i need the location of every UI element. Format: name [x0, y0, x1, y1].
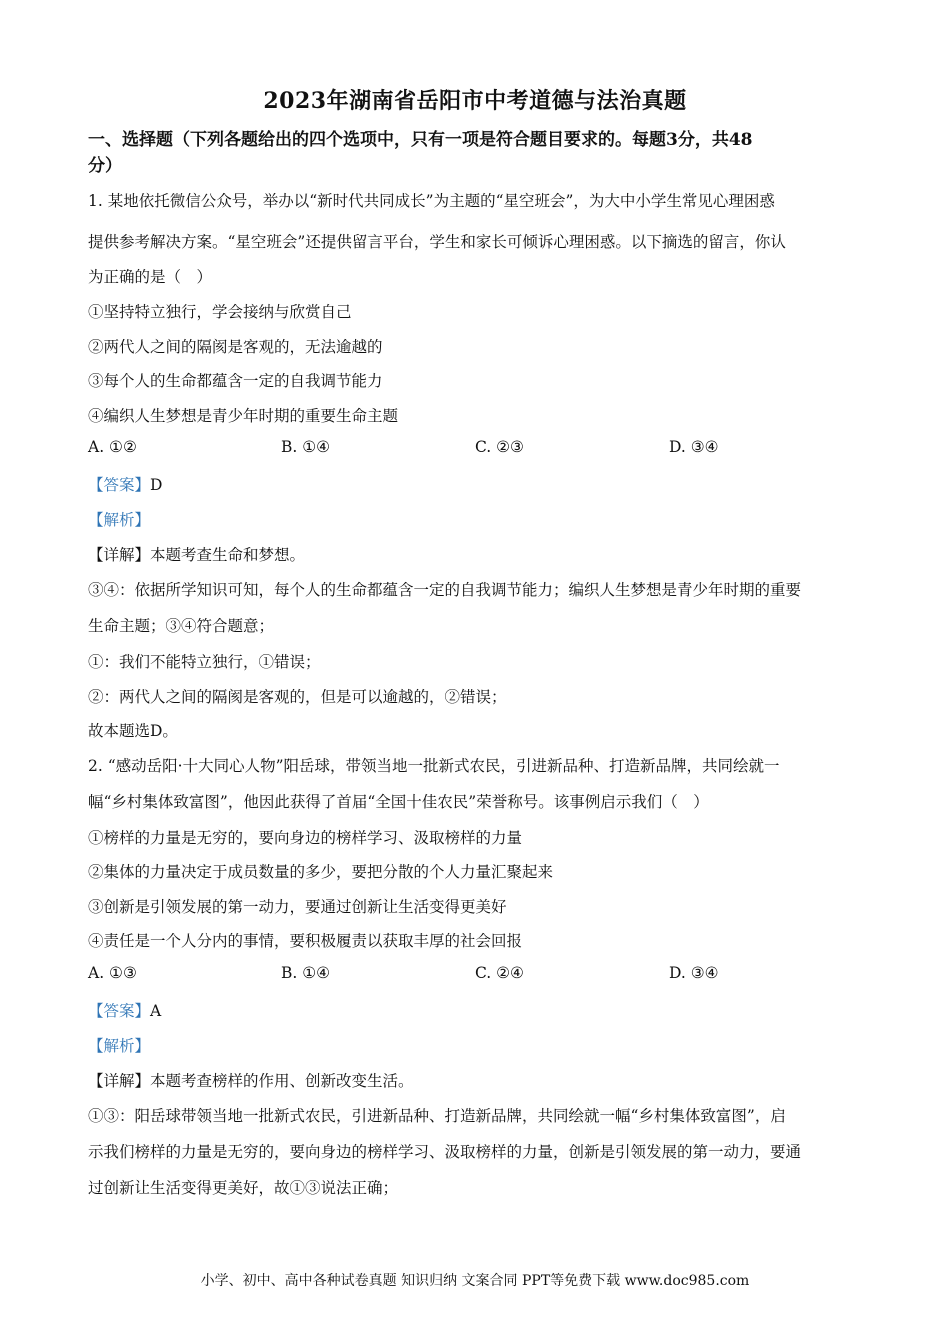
q1-item-4: ④编织人生梦想是青少年时期的重要生命主题: [88, 407, 399, 425]
section-heading-line-2: 分）: [88, 156, 122, 176]
q1-item-3: ③每个人的生命都蕴含一定的自我调节能力: [88, 372, 383, 390]
q2-answer: [88, 999, 161, 1021]
q2-stem-line-1: 2. “感动岳阳·十大同心人物”阳岳球，带领当地一批新式农民，引进新品种、打造新品牌，共同绘就一: [88, 757, 780, 775]
q2-option-a: A. ①③: [88, 964, 137, 982]
q2-option-b: B. ①④: [281, 964, 331, 982]
q1-option-b: B. ①④: [281, 438, 331, 456]
q2-stem-line-2: 幅“乡村集体致富图”，他因此获得了首届“全国十佳农民”荣誉称号。该事例启示我们（ ）: [88, 793, 709, 811]
q2-item-3: ③创新是引领发展的第一动力，要通过创新让生活变得更美好: [88, 898, 507, 916]
q1-explain-line-1: ③④：依据所学知识可知，每个人的生命都蕴含一定的自我调节能力；编织人生梦想是青少年时期的重要: [88, 581, 802, 599]
section-heading-line-1: 一、选择题（下列各题给出的四个选项中，只有一项是符合题目要求的。每题3分，共48: [88, 130, 753, 150]
q1-option-c: C. ②③: [475, 438, 524, 456]
q1-answer-value: D: [150, 476, 163, 494]
q2-answer-tag: 【答案】: [88, 1002, 151, 1020]
q1-answer-tag: 【答案】: [88, 476, 151, 494]
q1-analysis-tag: 【解析】: [88, 511, 151, 529]
q1-stem-line-3: 为正确的是（ ）: [88, 268, 213, 286]
q2-item-1: ①榜样的力量是无穷的，要向身边的榜样学习、汲取榜样的力量: [88, 829, 523, 847]
q1-detail-tag: 【详解】: [88, 546, 151, 564]
q2-item-4: ④责任是一个人分内的事情，要积极履责以获取丰厚的社会回报: [88, 932, 523, 950]
q2-analysis-tag: 【解析】: [88, 1037, 151, 1055]
q2-detail: [88, 1069, 414, 1091]
q1-item-2: ②两代人之间的隔阂是客观的，无法逾越的: [88, 338, 383, 356]
q2-option-c: C. ②④: [475, 964, 524, 982]
q2-explain-line-1: ①③：阳岳球带领当地一批新式农民，引进新品种、打造新品牌，共同绘就一幅“乡村集体致富图”，启: [88, 1107, 786, 1125]
q1-answer: [88, 473, 162, 495]
q1-stem-line-1: 1. 某地依托微信公众号，举办以“新时代共同成长”为主题的“星空班会”，为大中小学生常见心理困惑: [88, 192, 775, 210]
q2-explain-line-2: 示我们榜样的力量是无穷的，要向身边的榜样学习、汲取榜样的力量，创新是引领发展的第一动力，要通: [88, 1143, 802, 1161]
section-heading: [88, 127, 868, 179]
q1-explain-line-5: 故本题选D。: [88, 722, 178, 740]
q1-option-d: D. ③④: [669, 438, 719, 456]
q1-detail-text: 本题考查生命和梦想。: [150, 546, 306, 564]
q1-explain-line-3: ①：我们不能特立独行，①错误；: [88, 653, 321, 671]
q1-explain-line-2: 生命主题；③④符合题意；: [88, 617, 275, 635]
q2-option-d: D. ③④: [669, 964, 719, 982]
q1-stem-line-2: 提供参考解决方案。“星空班会”还提供留言平台，学生和家长可倾诉心理困惑。以下摘选的留言，你认: [88, 233, 786, 251]
q2-answer-value: A: [150, 1002, 162, 1020]
q2-detail-text: 本题考查榜样的作用、创新改变生活。: [150, 1072, 414, 1090]
page-footer: 小学、初中、高中各种试卷真题 知识归纳 文案合同 PPT等免费下载 www.doc985.com: [200, 1273, 750, 1289]
q1-detail: [88, 543, 305, 565]
q1-option-a: A. ①②: [88, 438, 137, 456]
q1-item-1: ①坚持特立独行，学会接纳与欣赏自己: [88, 303, 352, 321]
q1-explain-line-4: ②：两代人之间的隔阂是客观的，但是可以逾越的，②错误；: [88, 688, 507, 706]
q2-explain-line-3: 过创新让生活变得更美好，故①③说法正确；: [88, 1179, 399, 1197]
q2-detail-tag: 【详解】: [88, 1072, 151, 1090]
q2-item-2: ②集体的力量决定于成员数量的多少，要把分散的个人力量汇聚起来: [88, 863, 554, 881]
document-title: 2023年湖南省岳阳市中考道德与法治真题: [263, 88, 687, 114]
